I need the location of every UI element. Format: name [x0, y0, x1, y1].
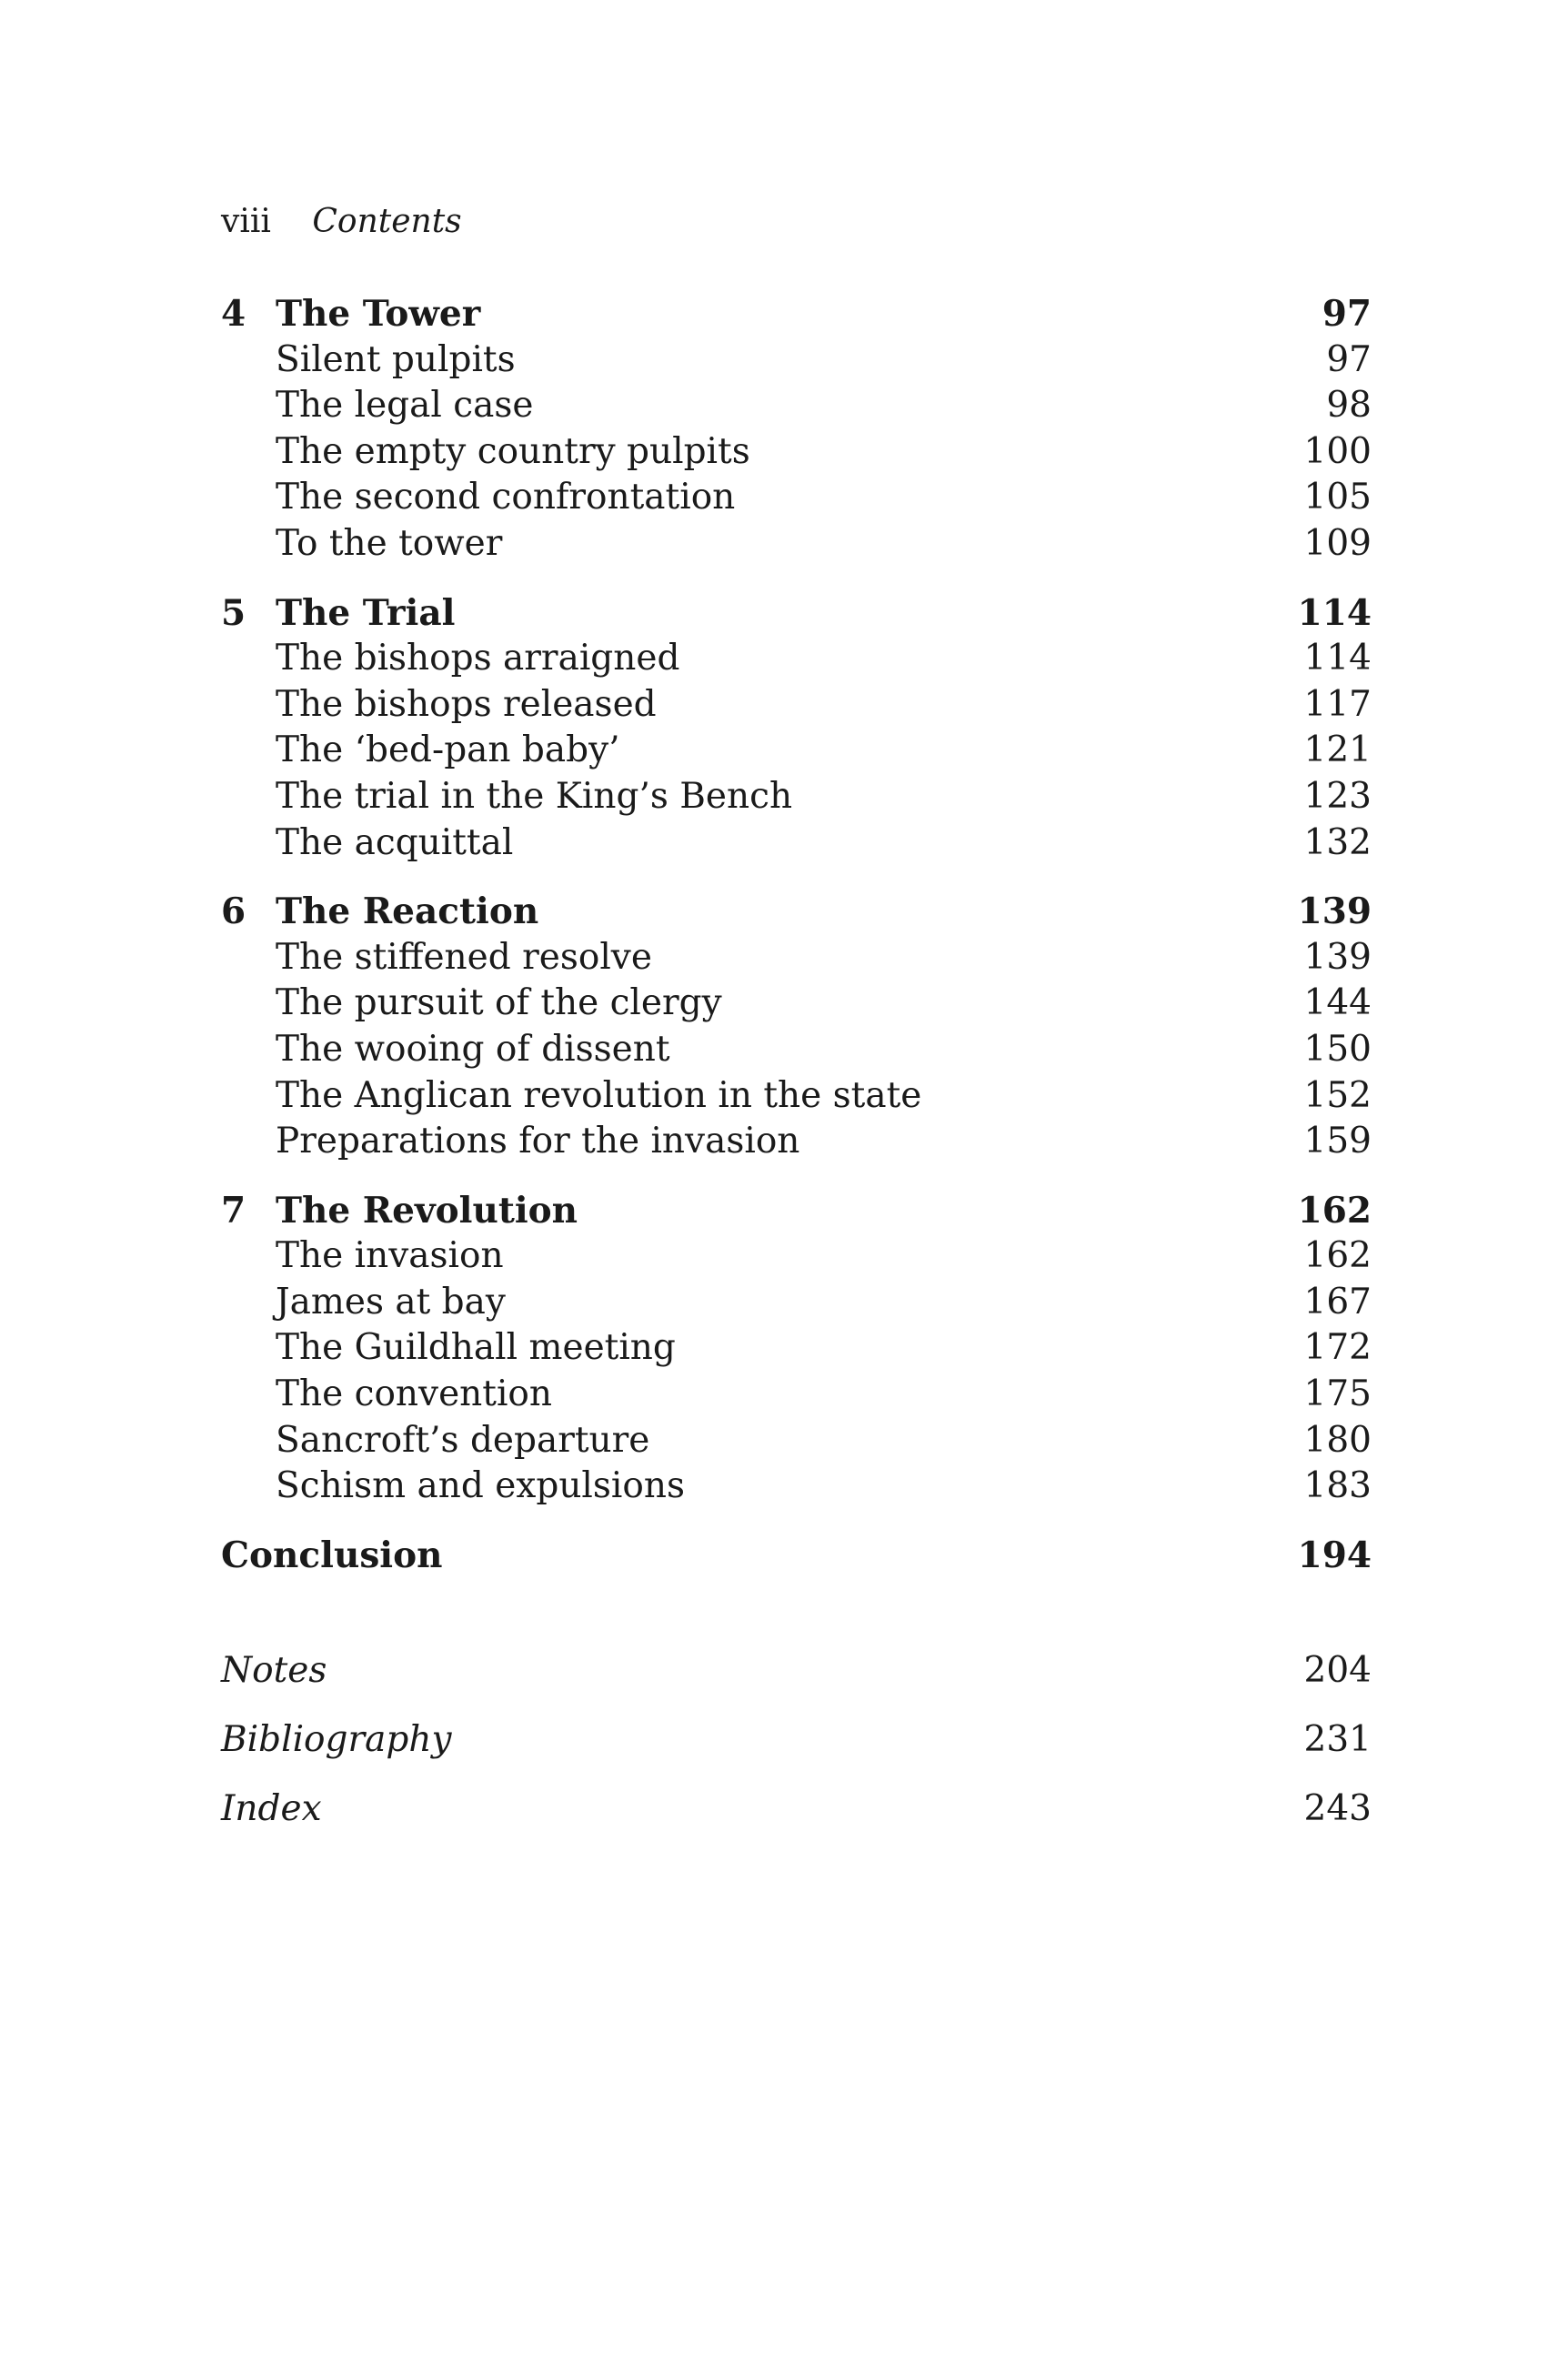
section-title: Preparations for the invasion	[276, 1121, 800, 1162]
section-entry	[221, 1073, 1372, 1120]
section-page: 162	[1303, 1235, 1372, 1277]
section-entry	[221, 521, 1372, 568]
section-title: The ‘bed-pan baby’	[276, 729, 620, 771]
conclusion-heading	[221, 1533, 1372, 1579]
section-title: Silent pulpits	[276, 338, 516, 380]
section-entry	[221, 1233, 1372, 1280]
section-entry	[221, 383, 1372, 429]
section-entry	[221, 636, 1372, 682]
section-entry	[221, 1325, 1372, 1372]
section-page: 183	[1303, 1465, 1372, 1507]
section-title: The invasion	[276, 1235, 504, 1277]
section-page: 100	[1303, 430, 1372, 472]
section-title: The bishops arraigned	[276, 638, 680, 679]
section-page: 109	[1303, 522, 1372, 564]
running-title: Contents	[312, 203, 462, 240]
chapter-number: 7	[221, 1189, 246, 1232]
section-title: The Anglican revolution in the state	[276, 1074, 922, 1116]
section-title: The wooing of dissent	[276, 1028, 670, 1070]
back-matter-entry	[221, 1717, 1372, 1786]
chapter-title: The Revolution	[276, 1189, 578, 1232]
section-entry	[221, 1372, 1372, 1418]
chapter-7	[221, 1188, 1372, 1510]
section-title: Schism and expulsions	[276, 1465, 686, 1507]
section-page: 123	[1303, 775, 1372, 817]
section-title: The convention	[276, 1373, 553, 1415]
section-page: 121	[1303, 729, 1372, 771]
section-title: The legal case	[276, 385, 534, 427]
chapter-page: 162	[1297, 1189, 1372, 1232]
section-page: 132	[1303, 821, 1372, 863]
section-entry	[221, 774, 1372, 820]
back-matter-title: Index	[221, 1788, 322, 1829]
section-title: The Guildhall meeting	[276, 1327, 676, 1369]
back-matter-page: 231	[1303, 1719, 1372, 1760]
back-matter-page: 204	[1303, 1650, 1372, 1691]
section-entry	[221, 429, 1372, 476]
chapter-5	[221, 590, 1372, 867]
section-entry	[221, 1119, 1372, 1165]
section-title: Sancroft’s departure	[276, 1419, 650, 1461]
section-entry	[221, 1464, 1372, 1510]
section-entry	[221, 475, 1372, 521]
section-entry	[221, 820, 1372, 867]
section-page: 97	[1326, 338, 1372, 380]
section-page: 117	[1303, 683, 1372, 725]
chapter-title: The Reaction	[276, 890, 539, 933]
chapter-heading	[221, 291, 1372, 337]
chapter-heading	[221, 889, 1372, 935]
chapter-heading	[221, 590, 1372, 637]
section-page: 159	[1303, 1121, 1372, 1162]
running-head	[221, 202, 462, 242]
section-entry	[221, 337, 1372, 384]
section-page: 105	[1303, 477, 1372, 518]
back-matter-entry	[221, 1648, 1372, 1717]
chapter-page: 139	[1297, 890, 1372, 933]
section-page: 152	[1303, 1074, 1372, 1116]
conclusion-page: 194	[1297, 1534, 1372, 1576]
section-title: The acquittal	[276, 821, 514, 863]
page-folio: viii	[221, 203, 271, 240]
conclusion	[221, 1533, 1372, 1579]
section-page: 114	[1303, 638, 1372, 679]
chapter-title: The Tower	[276, 293, 481, 335]
section-page: 98	[1326, 385, 1372, 427]
section-page: 180	[1303, 1419, 1372, 1461]
section-title: The trial in the King’s Bench	[276, 775, 793, 817]
chapter-title: The Trial	[276, 591, 456, 634]
section-title: The second confrontation	[276, 477, 736, 518]
section-page: 172	[1303, 1327, 1372, 1369]
section-entry	[221, 1418, 1372, 1464]
chapter-number: 5	[221, 591, 246, 634]
section-entry	[221, 682, 1372, 729]
chapter-number: 6	[221, 890, 246, 933]
section-page: 144	[1303, 982, 1372, 1024]
section-page: 175	[1303, 1373, 1372, 1415]
back-matter-page: 243	[1303, 1788, 1372, 1829]
chapter-number: 4	[221, 293, 246, 335]
conclusion-title: Conclusion	[221, 1534, 443, 1576]
table-of-contents	[221, 291, 1372, 1601]
back-matter-title: Notes	[221, 1650, 327, 1691]
chapter-page: 97	[1322, 293, 1372, 335]
section-entry	[221, 1027, 1372, 1073]
back-matter	[221, 1648, 1372, 1856]
section-title: The bishops released	[276, 683, 657, 725]
section-entry	[221, 1280, 1372, 1326]
section-title: The stiffened resolve	[276, 936, 652, 978]
section-entry	[221, 935, 1372, 981]
section-title: The pursuit of the clergy	[276, 982, 722, 1024]
back-matter-title: Bibliography	[221, 1719, 452, 1760]
back-matter-entry	[221, 1786, 1372, 1856]
section-entry	[221, 981, 1372, 1027]
chapter-6	[221, 889, 1372, 1165]
section-page: 139	[1303, 936, 1372, 978]
section-title: To the tower	[276, 522, 503, 564]
chapter-page: 114	[1297, 591, 1372, 634]
chapter-4	[221, 291, 1372, 568]
section-page: 167	[1303, 1281, 1372, 1323]
section-title: The empty country pulpits	[276, 430, 750, 472]
chapter-heading	[221, 1188, 1372, 1234]
section-title: James at bay	[276, 1281, 506, 1323]
section-entry	[221, 728, 1372, 774]
section-page: 150	[1303, 1028, 1372, 1070]
